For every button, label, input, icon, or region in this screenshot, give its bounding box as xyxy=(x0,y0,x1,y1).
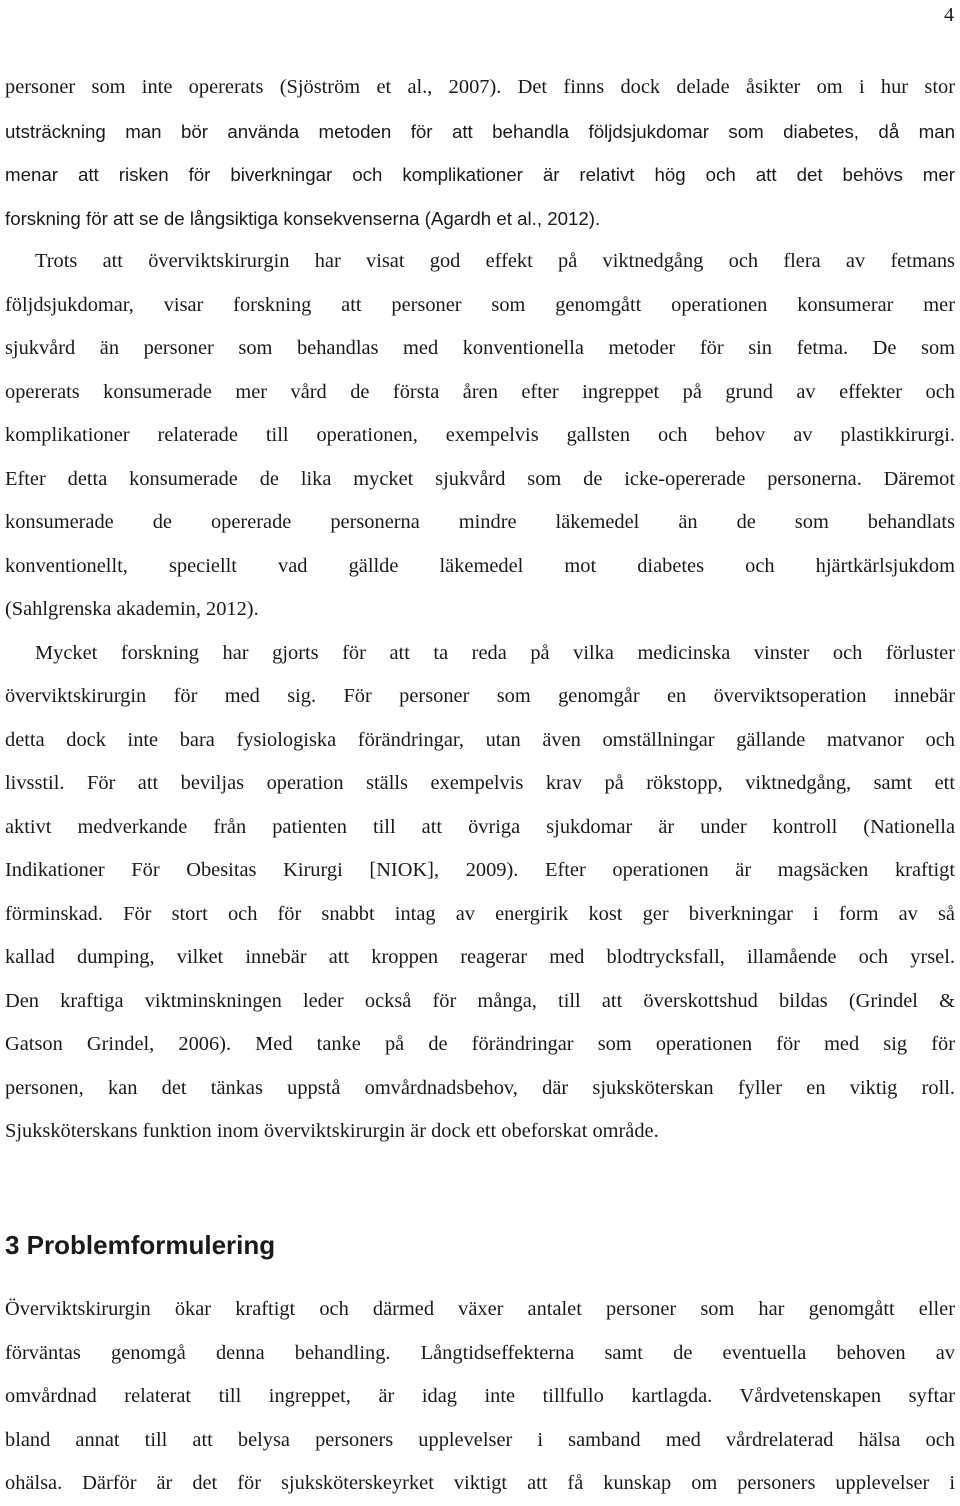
body-text xyxy=(5,66,955,1154)
paragraph-1-line-4: forskning för att se de långsiktiga konsekvenserna (Agardh et al., 2012). xyxy=(5,207,601,229)
paragraph-3-line-4: livsstil. För att beviljas operation ställs exempelvis krav på rökstopp, viktnedgång, samt ett xyxy=(5,772,955,794)
paragraph-2-line-3: sjukvård än personer som behandlas med konventionella metoder för sin fetma. De som xyxy=(5,337,955,359)
paragraph-1-line-1: personer som inte opererats (Sjöström et al., 2007). Det finns dock delade åsikter om i hur stor xyxy=(5,76,955,98)
paragraph-2 xyxy=(5,240,955,632)
paragraph-3-line-9: Den kraftiga viktminskningen leder också för många, till att överskottshud bildas (Grindel & xyxy=(5,989,955,1012)
paragraph-2-line-9: (Sahlgrenska akademin, 2012). xyxy=(5,598,259,620)
paragraph-2-line-5: komplikationer relaterade till operationen, exempelvis gallsten och behov av plastikkirurgi. xyxy=(5,424,955,446)
paragraph-3-line-5: aktivt medverkande från patienten till att övriga sjukdomar är under kontroll (Nationella xyxy=(5,815,955,838)
paragraph-1-line-3: menar att risken för biverkningar och komplikationer är relativt hög och att det behövs mer xyxy=(5,164,955,185)
paragraph-2-line-8: konventionellt, speciellt vad gällde läkemedel mot diabetes och hjärtkärlsjukdom xyxy=(5,554,955,577)
paragraph-3-line-10: Gatson Grindel, 2006). Med tanke på de förändringar som operationen för med sig för xyxy=(5,1033,955,1055)
paragraph-3-line-6: Indikationer För Obesitas Kirurgi [NIOK], 2009). Efter operationen är magsäcken kraftigt xyxy=(5,859,955,881)
section-3-line-1: Överviktskirurgin ökar kraftigt och därmed växer antalet personer som har genomgått eller xyxy=(5,1298,955,1320)
page-number: 4 xyxy=(944,4,954,26)
paragraph-3 xyxy=(5,632,955,1154)
paragraph-2-line-4: opererats konsumerade mer vård de första åren efter ingreppet på grund av effekter och xyxy=(5,380,955,403)
section-3-line-2: förväntas genomgå denna behandling. Långtidseffekterna samt de eventuella behoven av xyxy=(5,1341,955,1364)
section-3-line-5: ohälsa. Därför är det för sjuksköterskeyrket viktigt att få kunskap om personers upplevelser i xyxy=(5,1472,955,1494)
paragraph-2-line-2: följdsjukdomar, visar forskning att personer som genomgått operationen konsumerar mer xyxy=(5,293,955,316)
paragraph-3-line-12: Sjuksköterskans funktion inom överviktskirurgin är dock ett obeforskat område. xyxy=(5,1120,659,1142)
section-3-body xyxy=(5,1288,955,1506)
paragraph-2-line-7: konsumerade de opererade personerna mindre läkemedel än de som behandlats xyxy=(5,511,955,533)
paragraph-1 xyxy=(5,66,955,240)
section-heading: 3 Problemformulering xyxy=(5,1230,276,1260)
paragraph-3-line-2: överviktskirurgin för med sig. För personer som genomgår en överviktsoperation innebär xyxy=(5,685,955,707)
paragraph-3-line-1: Mycket forskning har gjorts för att ta reda på vilka medicinska vinster och förluster xyxy=(35,641,955,664)
paragraph-2-line-6: Efter detta konsumerade de lika mycket sjukvård som de icke-opererade personerna. Däremot xyxy=(5,467,955,490)
paragraph-3-line-8: kallad dumping, vilket innebär att kroppen reagerar med blodtrycksfall, illamående och yrsel. xyxy=(5,946,955,968)
section-3-line-3: omvårdnad relaterat till ingreppet, är idag inte tillfullo kartlagda. Vårdvetenskapen syftar xyxy=(5,1385,955,1407)
paragraph-3-line-11: personen, kan det tänkas uppstå omvårdnadsbehov, där sjuksköterskan fyller en viktig roll. xyxy=(5,1076,955,1099)
paragraph-3-line-7: förminskad. För stort och för snabbt intag av energirik kost ger biverkningar i form av så xyxy=(5,902,955,925)
paragraph-3-line-3: detta dock inte bara fysiologiska förändringar, utan även omställningar gällande matvanor och xyxy=(5,728,955,751)
section-3-line-4: bland annat till att belysa personers upplevelser i samband med vårdrelaterad hälsa och xyxy=(5,1428,955,1451)
paragraph-2-line-1: Trots att överviktskirurgin har visat god effekt på viktnedgång och flera av fetmans xyxy=(35,250,955,272)
paragraph-1-line-2: utsträckning man bör använda metoden för att behandla följdsjukdomar som diabetes, då man xyxy=(5,120,955,142)
